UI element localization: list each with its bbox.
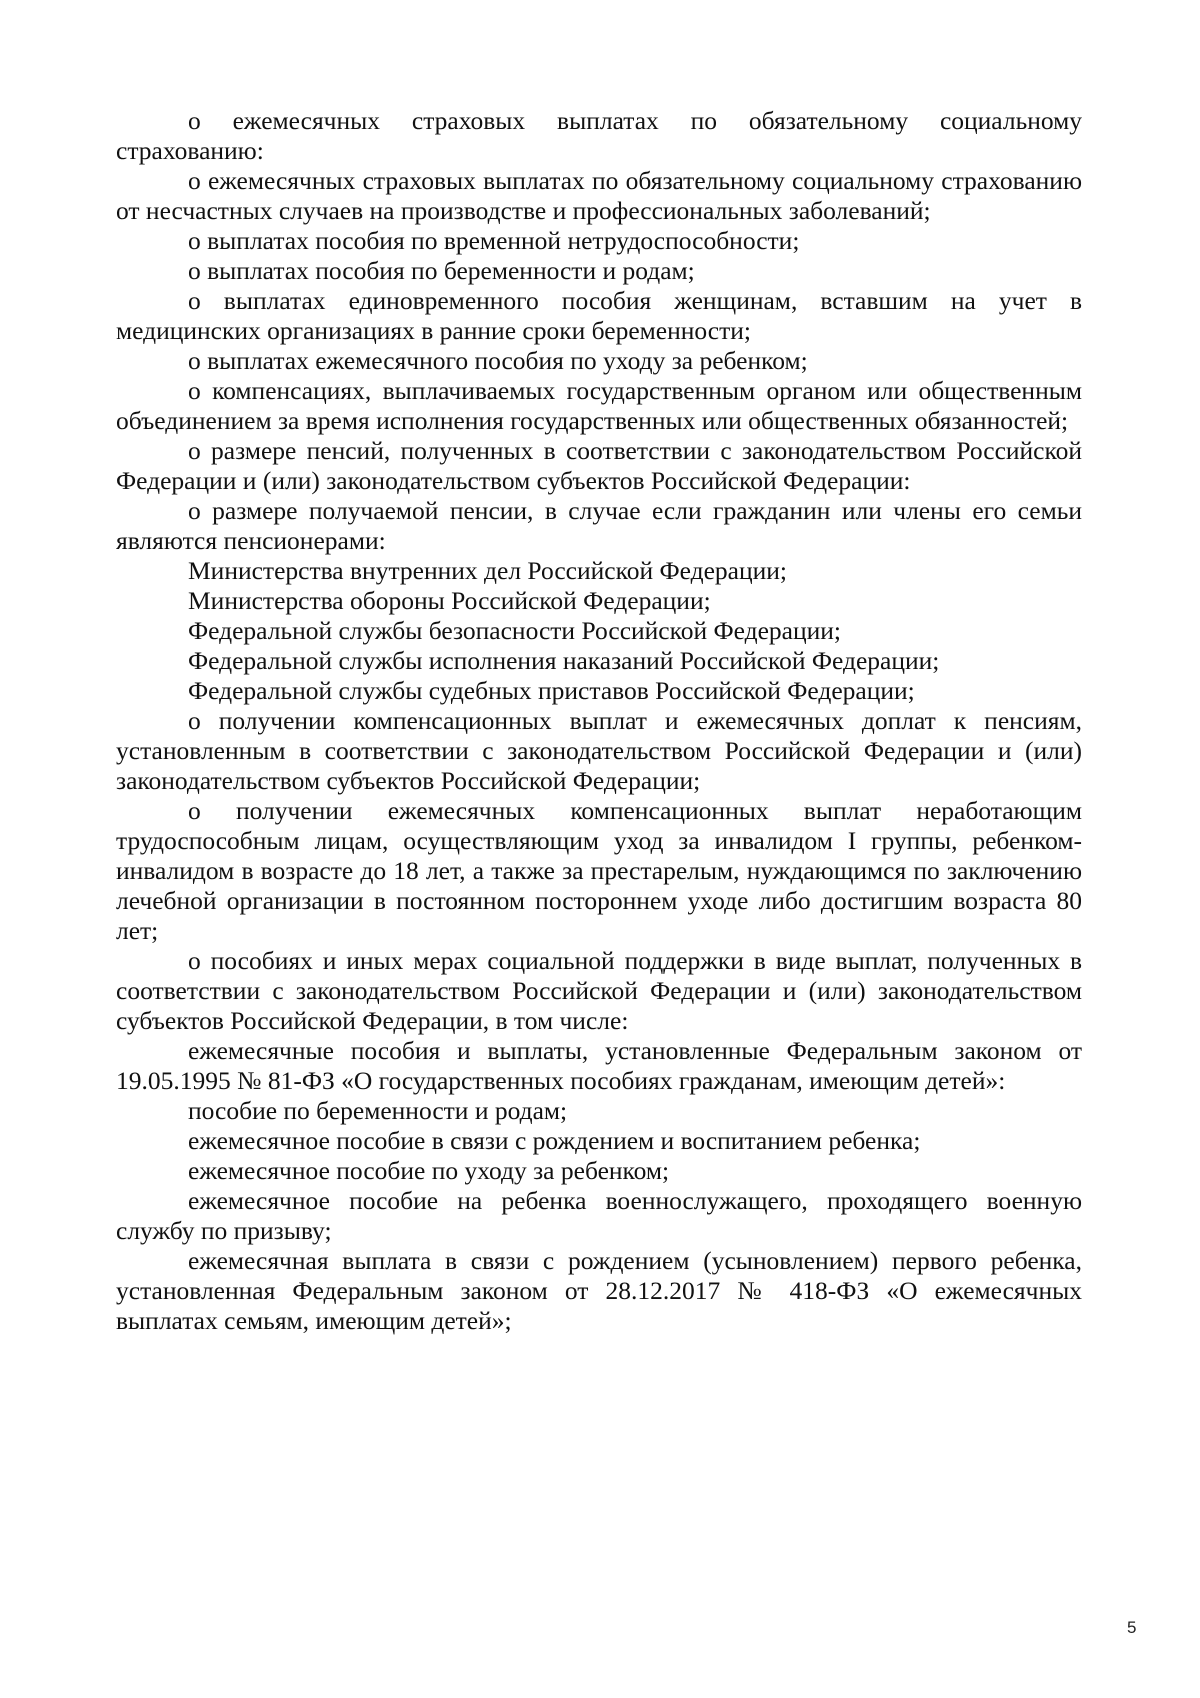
paragraph: ежемесячное пособие на ребенка военнослужащего, проходящего военную службу по призыву; <box>116 1186 1082 1245</box>
paragraph: о получении ежемесячных компенсационных выплат неработающим трудоспособным лицам, осуществляющим уход за инвалидом I группы, ребенком-инвалидом в возрасте до 18 лет, а также за престарелым, нуждающимся по заключению лечебной организации в постоянном постороннем уходе либо достигшим возраста 80 лет; <box>116 796 1082 945</box>
paragraph: о размере пенсий, полученных в соответствии с законодательством Российской Федерации и (или) законодательством субъектов Российской Федерации: <box>116 436 1082 495</box>
paragraph: о размере получаемой пенсии, в случае если гражданин или члены его семьи являются пенсионерами: <box>116 496 1082 555</box>
document-body <box>116 106 1082 1336</box>
paragraph: Министерства внутренних дел Российской Федерации; <box>188 556 787 585</box>
paragraph: ежемесячное пособие по уходу за ребенком; <box>188 1156 670 1185</box>
paragraph: ежемесячная выплата в связи с рождением (усыновлением) первого ребенка, установленная Федеральным законом от 28.12.2017 № 418-ФЗ «О ежемесячных выплатах семьям, имеющим детей»; <box>116 1246 1082 1335</box>
paragraph: о получении компенсационных выплат и ежемесячных доплат к пенсиям, установленным в соответствии с законодательством Российской Федерации и (или) законодательством субъектов Российской Федерации; <box>116 706 1082 795</box>
paragraph: Федеральной службы судебных приставов Российской Федерации; <box>188 676 915 705</box>
paragraph: ежемесячное пособие в связи с рождением и воспитанием ребенка; <box>188 1126 921 1155</box>
paragraph: пособие по беременности и родам; <box>188 1096 568 1125</box>
paragraph: о выплатах пособия по временной нетрудоспособности; <box>188 226 800 255</box>
paragraph: Федеральной службы безопасности Российской Федерации; <box>188 616 842 645</box>
paragraph: Федеральной службы исполнения наказаний Российской Федерации; <box>188 646 940 675</box>
paragraph: ежемесячные пособия и выплаты, установленные Федеральным законом от 19.05.1995 № 81-ФЗ «О государственных пособиях гражданам, имеющим детей»: <box>116 1036 1082 1095</box>
paragraph: о выплатах ежемесячного пособия по уходу за ребенком; <box>188 346 808 375</box>
paragraph: Министерства обороны Российской Федерации; <box>188 586 711 615</box>
paragraph: о компенсациях, выплачиваемых государственным органом или общественным объединением за время исполнения государственных или общественных обязанностей; <box>116 376 1082 435</box>
paragraph: о выплатах пособия по беременности и родам; <box>188 256 695 285</box>
paragraph: о ежемесячных страховых выплатах по обязательному социальному страхованию от несчастных случаев на производстве и профессиональных заболеваний; <box>116 166 1082 225</box>
paragraph: о пособиях и иных мерах социальной поддержки в виде выплат, полученных в соответствии с законодательством Российской Федерации и (или) законодательством субъектов Российской Федерации, в том числе: <box>116 946 1082 1035</box>
paragraph: о ежемесячных страховых выплатах по обязательному социальному страхованию: <box>116 106 1082 165</box>
page-number: 5 <box>1127 1618 1137 1637</box>
paragraph: о выплатах единовременного пособия женщинам, вставшим на учет в медицинских организациях в ранние сроки беременности; <box>116 286 1082 345</box>
